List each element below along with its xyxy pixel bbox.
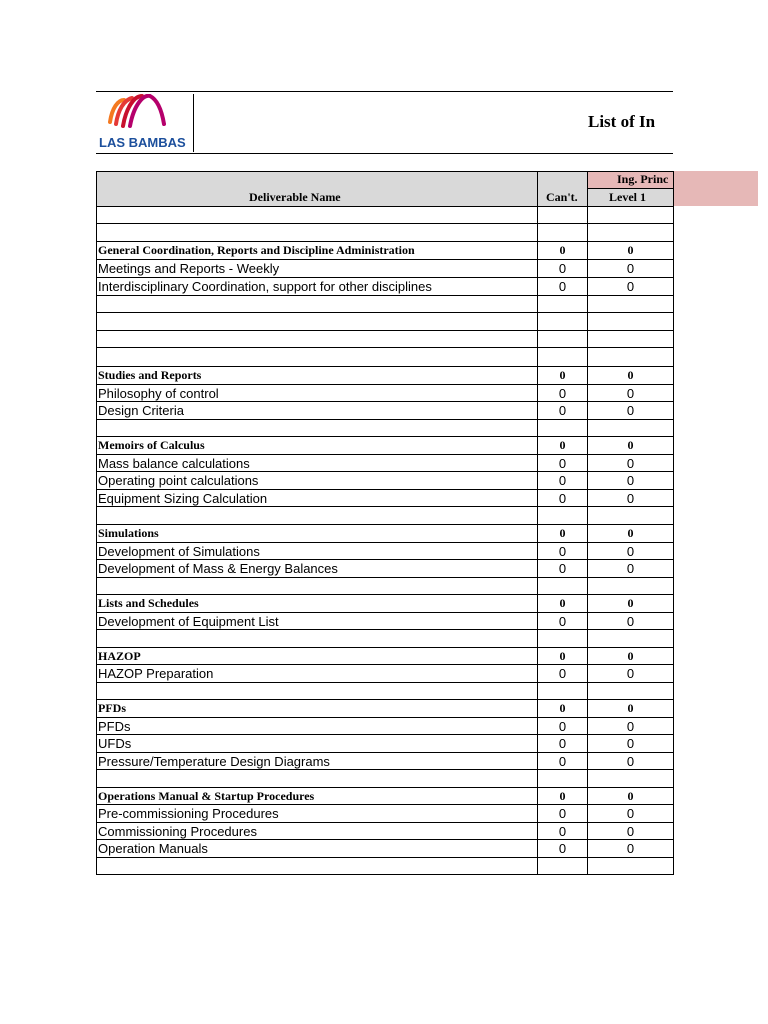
quantity-cell: 0 bbox=[558, 544, 567, 559]
section-heading: Simulations bbox=[98, 526, 159, 540]
level-cell: 0 bbox=[626, 561, 635, 576]
section-heading: HAZOP bbox=[98, 649, 141, 663]
column-rule bbox=[673, 171, 674, 875]
quantity-cell: 0 bbox=[558, 491, 567, 506]
column-rule bbox=[96, 171, 97, 875]
deliverable-name: Development of Simulations bbox=[98, 544, 260, 559]
level-cell: 0 bbox=[626, 261, 635, 276]
quantity-cell: 0 bbox=[558, 754, 567, 769]
deliverable-name: Development of Mass & Energy Balances bbox=[98, 561, 338, 576]
deliverable-name: Mass balance calculations bbox=[98, 456, 250, 471]
quantity-cell: 0 bbox=[558, 666, 567, 681]
level-cell: 0 bbox=[626, 754, 635, 769]
deliverable-name: HAZOP Preparation bbox=[98, 666, 214, 681]
logo-wordmark: LAS BAMBAS bbox=[99, 135, 186, 150]
quantity-cell: 0 bbox=[559, 438, 566, 452]
deliverable-name: PFDs bbox=[98, 719, 131, 734]
quantity-cell: 0 bbox=[559, 368, 566, 382]
level-cell: 0 bbox=[627, 526, 634, 540]
deliverable-name: Pressure/Temperature Design Diagrams bbox=[98, 754, 330, 769]
quantity-cell: 0 bbox=[558, 473, 567, 488]
deliverable-name: Meetings and Reports - Weekly bbox=[98, 261, 280, 276]
quantity-cell: 0 bbox=[558, 806, 567, 821]
level-cell: 0 bbox=[626, 719, 635, 734]
deliverable-name: Operating point calculations bbox=[98, 473, 259, 488]
quantity-cell: 0 bbox=[558, 261, 567, 276]
level-cell: 0 bbox=[627, 438, 634, 452]
level-cell: 0 bbox=[627, 789, 634, 803]
quantity-cell: 0 bbox=[559, 596, 566, 610]
level-cell: 0 bbox=[626, 841, 635, 856]
deliverable-name: Interdisciplinary Coordination, support for other disciplines bbox=[98, 279, 432, 294]
deliverable-name: Development of Equipment List bbox=[98, 614, 279, 629]
level-cell: 0 bbox=[626, 403, 635, 418]
deliverable-name: Commissioning Procedures bbox=[98, 824, 257, 839]
level-cell: 0 bbox=[627, 701, 634, 715]
level-cell: 0 bbox=[626, 666, 635, 681]
section-heading: Memoirs of Calculus bbox=[98, 438, 205, 452]
quantity-cell: 0 bbox=[558, 386, 567, 401]
deliverable-name: Design Criteria bbox=[98, 403, 184, 418]
level-cell: 0 bbox=[627, 649, 634, 663]
column-header-deliverable-name: Deliverable Name bbox=[249, 190, 341, 204]
level-cell: 0 bbox=[626, 386, 635, 401]
level-cell: 0 bbox=[626, 544, 635, 559]
column-header-ing-princ: Ing. Princ bbox=[617, 172, 669, 186]
column-header-quantity: Can't. bbox=[546, 190, 578, 204]
level-cell: 0 bbox=[626, 473, 635, 488]
quantity-cell: 0 bbox=[558, 403, 567, 418]
quantity-cell: 0 bbox=[558, 614, 567, 629]
quantity-cell: 0 bbox=[559, 526, 566, 540]
section-heading: Operations Manual & Startup Procedures bbox=[98, 789, 315, 803]
section-heading: PFDs bbox=[98, 701, 126, 715]
header-split-rule bbox=[587, 188, 674, 189]
level-cell: 0 bbox=[626, 736, 635, 751]
level-cell: 0 bbox=[626, 614, 635, 629]
deliverable-name: Pre-commissioning Procedures bbox=[98, 806, 279, 821]
deliverable-name: Equipment Sizing Calculation bbox=[98, 491, 268, 506]
level-cell: 0 bbox=[626, 491, 635, 506]
level-cell: 0 bbox=[626, 806, 635, 821]
deliverable-name: Operation Manuals bbox=[98, 841, 208, 856]
quantity-cell: 0 bbox=[559, 789, 566, 803]
column-header-fill bbox=[97, 171, 587, 206]
level-cell: 0 bbox=[626, 824, 635, 839]
quantity-cell: 0 bbox=[559, 243, 566, 257]
quantity-cell: 0 bbox=[558, 736, 567, 751]
las-bambas-logo bbox=[96, 94, 194, 152]
section-heading: Studies and Reports bbox=[98, 368, 202, 382]
quantity-cell: 0 bbox=[558, 561, 567, 576]
column-header-level: Level 1 bbox=[609, 190, 646, 204]
quantity-cell: 0 bbox=[558, 456, 567, 471]
header-bottom-rule bbox=[96, 153, 673, 154]
deliverable-name: UFDs bbox=[98, 736, 132, 751]
level-highlight bbox=[673, 189, 758, 206]
level-cell: 0 bbox=[627, 596, 634, 610]
level-cell: 0 bbox=[627, 368, 634, 382]
section-heading: General Coordination, Reports and Discipline Administration bbox=[98, 243, 415, 257]
level-cell: 0 bbox=[627, 243, 634, 257]
deliverable-name: Philosophy of control bbox=[98, 386, 219, 401]
level-cell: 0 bbox=[626, 279, 635, 294]
level-cell: 0 bbox=[626, 456, 635, 471]
quantity-cell: 0 bbox=[559, 649, 566, 663]
quantity-cell: 0 bbox=[559, 701, 566, 715]
quantity-cell: 0 bbox=[558, 824, 567, 839]
quantity-cell: 0 bbox=[558, 719, 567, 734]
quantity-cell: 0 bbox=[558, 279, 567, 294]
section-heading: Lists and Schedules bbox=[98, 596, 199, 610]
header-top-rule bbox=[96, 91, 673, 92]
page-title: List of In bbox=[588, 112, 656, 131]
quantity-cell: 0 bbox=[558, 841, 567, 856]
